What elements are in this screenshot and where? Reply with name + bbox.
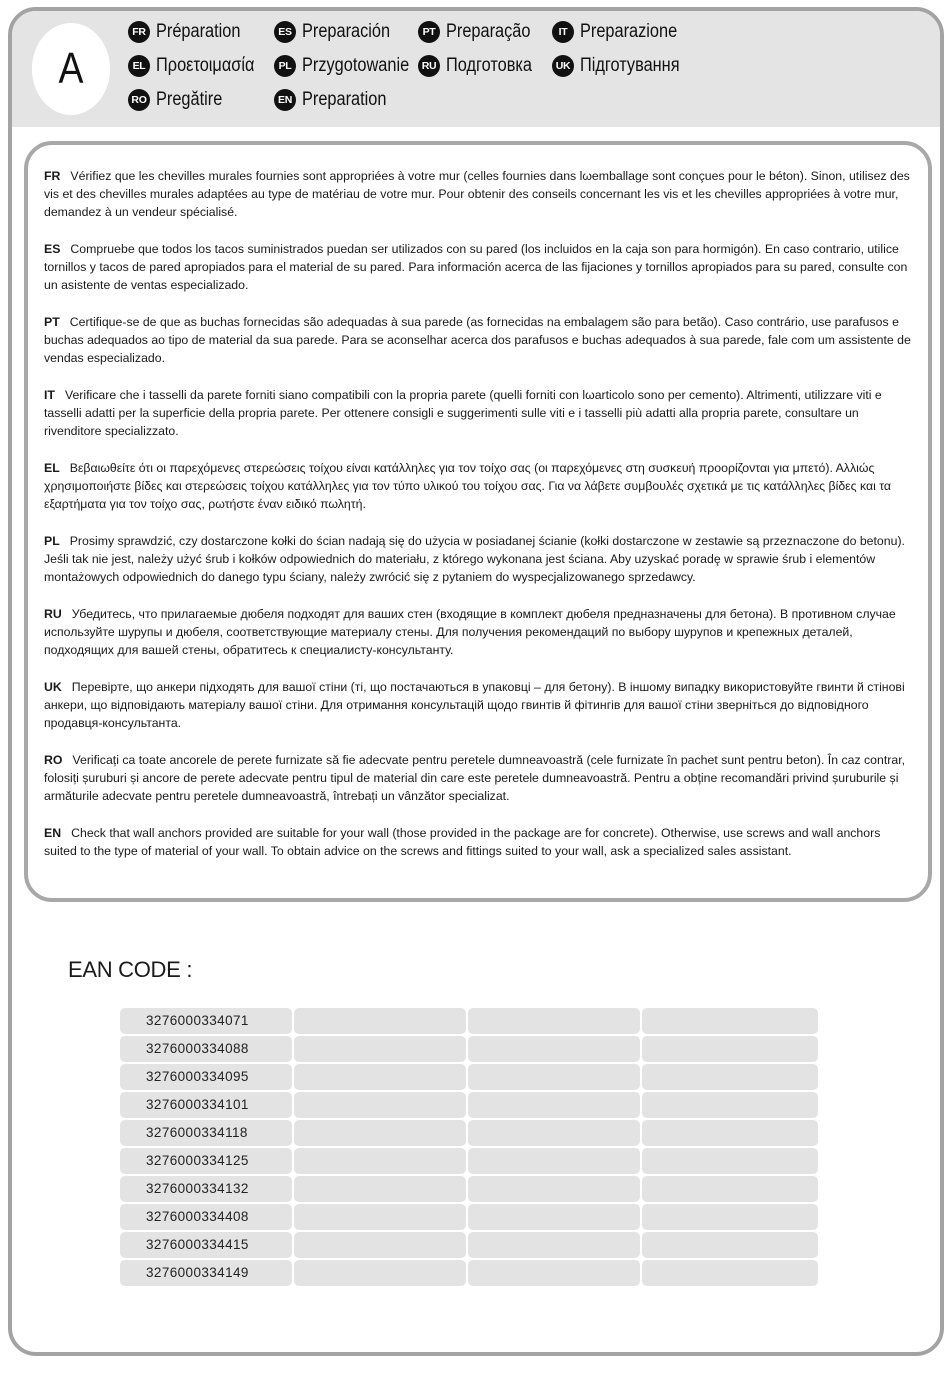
ean-code-cell: [120, 1008, 292, 1034]
ean-code-cell: [120, 1232, 292, 1258]
paragraph-lang-code: UK: [44, 680, 62, 694]
ean-code-value: 3276000334125: [146, 1153, 249, 1168]
paragraph-pt: [44, 313, 916, 367]
empty-cell: [294, 1176, 466, 1202]
empty-cell: [642, 1064, 818, 1090]
paragraph-lang-code: PL: [44, 534, 60, 548]
lang-heading-title: Preparation: [302, 89, 387, 110]
empty-cell: [642, 1148, 818, 1174]
step-letter: A: [32, 23, 110, 115]
page-frame: [8, 7, 944, 1356]
sparkle-icon: ✦: [288, 1112, 299, 1126]
paragraph-ro: [44, 751, 916, 805]
sparkle-icon: ✦: [636, 1084, 647, 1098]
sparkle-icon: ✦: [462, 1168, 473, 1182]
sparkle-icon: ✦: [636, 1028, 647, 1042]
paragraph-es: [44, 240, 916, 294]
sparkle-icon: ✦: [288, 1140, 299, 1154]
paragraph-text: Certifique-se de que as buchas fornecidas são adequadas à sua parede (as fornecidas na embalagem são para betão). Caso contrário, use parafusos e buchas adequados ao tipo de material da sua parede. Para se aconselhar acerca dos parafusos e buchas adequados à sua parede, fale com um assistente de vendas especializado.: [44, 315, 911, 365]
ean-code-value: 3276000334101: [146, 1097, 249, 1112]
empty-cell: [468, 1036, 640, 1062]
paragraph-pl: [44, 532, 916, 586]
paragraph-it: [44, 386, 916, 440]
empty-cell: [468, 1064, 640, 1090]
lang-badge-icon: IT: [552, 21, 574, 43]
ean-code-cell: [120, 1120, 292, 1146]
empty-cell: [294, 1092, 466, 1118]
lang-badge-icon: RU: [418, 55, 440, 77]
empty-cell: [294, 1120, 466, 1146]
sparkle-icon: ✦: [288, 1028, 299, 1042]
lang-heading-ro: [128, 89, 233, 111]
empty-cell: [294, 1204, 466, 1230]
ean-code-cell: [120, 1092, 292, 1118]
lang-heading-title: Підготування: [580, 55, 680, 76]
empty-cell: [468, 1148, 640, 1174]
paragraph-text: Compruebe que todos los tacos suministrados puedan ser utilizados con su pared (los incluidos en la caja son para hormigón). En caso contrario, utilice tornillos y tacos de pared apropiados para el material de su pared. Para información acerca de las fijaciones y tornillos apropiados para su pared, consulte con un asistente de ventas especializado.: [44, 242, 908, 292]
sparkle-icon: ✦: [636, 1196, 647, 1210]
empty-cell: [468, 1092, 640, 1118]
empty-cell: [294, 1260, 466, 1286]
sparkle-icon: ✦: [462, 1028, 473, 1042]
sparkle-icon: ✦: [636, 1112, 647, 1126]
paragraph-text: Check that wall anchors provided are suitable for your wall (those provided in the package are for concrete). Otherwise, use screws and wall anchors suited to the type of material of your wall. To obtain advice on the screws and fittings suited to your wall, ask a specialized sales assistant.: [44, 826, 881, 858]
lang-heading-ru: [418, 55, 546, 77]
empty-cell: [294, 1036, 466, 1062]
sparkle-icon: ✦: [462, 1084, 473, 1098]
instructions-box: [24, 141, 932, 902]
empty-cell: [294, 1148, 466, 1174]
lang-heading-it: [552, 21, 693, 43]
empty-cell: [294, 1232, 466, 1258]
paragraph-text: Verificare che i tasselli da parete forniti siano compatibili con la propria parete (quelli forniti con lωarticolo sono per cemento). Altrimenti, utilizzare viti e tasselli adatti per la superficie della propria parete. Per ottenere consigli e suggerimenti sulle viti e i tasselli più adatti alla propria parete, consultare un rivenditore specializzato.: [44, 388, 882, 438]
ean-code-cell: [120, 1036, 292, 1062]
lang-heading-title: Preparación: [302, 21, 391, 42]
lang-heading-el: [128, 55, 270, 77]
paragraph-lang-code: EL: [44, 461, 60, 475]
sparkle-icon: ✦: [288, 1196, 299, 1210]
ean-code-value: 3276000334118: [146, 1125, 248, 1140]
paragraph-text: Verificați ca toate ancorele de perete furnizate să fie adecvate pentru peretele dumneavoastră (cele furnizate în pachet sunt pentru beton). În caz contrar, folosiți șuruburi și ancore de perete adecvate pentru tipul de material din care este peretele dumneavoastră. Pentru a obține recomandări privind șuruburile și armăturile adecvate pentru peretele dumneavoastră, întrebați un vânzător specializat.: [44, 753, 906, 803]
paragraph-lang-code: RU: [44, 607, 62, 621]
sparkle-icon: ✦: [288, 1252, 299, 1266]
ean-code-cell: [120, 1260, 292, 1286]
lang-badge-icon: PL: [274, 55, 296, 77]
paragraph-text: Перевірте, що анкери підходять для вашої стіни (ті, що постачаються в упаковці – для бетону). В іншому випадку використовуйте гвинти й стінові анкери, що відповідають матеріалу вашої стіни. Для отримання консультацій щодо гвинтів й фітингів для вашої стіни зверніться до відповідного продавця-консультанта.: [44, 680, 905, 730]
sparkle-icon: ✦: [462, 1252, 473, 1266]
sparkle-icon: ✦: [462, 1112, 473, 1126]
sparkle-icon: ✦: [462, 1140, 473, 1154]
paragraph-en: [44, 824, 916, 860]
sparkle-icon: ✦: [288, 1084, 299, 1098]
paragraph-text: Убедитесь, что прилагаемые дюбеля подходят для ваших стен (входящие в комплект дюбеля предназначены для бетона). В противном случае используйте шурупы и дюбеля, соответствующие материалу стены. Для получения рекомендаций по выбору шурупов и крепежных деталей, подходящих для вашей стены, обратитесь к специалисту-консультанту.: [44, 607, 896, 657]
lang-heading-es: [274, 21, 404, 43]
paragraph-lang-code: RO: [44, 753, 63, 767]
sparkle-icon: ✦: [462, 1196, 473, 1210]
ean-code-value: 3276000334095: [146, 1069, 249, 1084]
empty-cell: [468, 1232, 640, 1258]
empty-cell: [642, 1092, 818, 1118]
lang-heading-title: Preparazione: [580, 21, 678, 42]
ean-code-cell: [120, 1204, 292, 1230]
sparkle-icon: ✦: [288, 1168, 299, 1182]
empty-cell: [468, 1204, 640, 1230]
lang-heading-title: Προετοιμασία: [156, 55, 255, 76]
lang-heading-title: Подготовка: [446, 55, 533, 76]
paragraph-uk: [44, 678, 916, 732]
lang-heading-title: Préparation: [156, 21, 241, 42]
empty-cell: [468, 1260, 640, 1286]
ean-code-value: 3276000334149: [146, 1265, 249, 1280]
paragraph-text: Vérifiez que les chevilles murales fournies sont appropriées à votre mur (celles fournies dans lωemballage sont conçues pour le béton). Sinon, utilisez des vis et des chevilles murales adaptées au type de matériau de votre mur. Pour obtenir des conseils concernant les vis et les chevilles appropriées à votre mur, demandez à un vendeur spécialisé.: [44, 169, 910, 219]
ean-code-value: 3276000334132: [146, 1181, 249, 1196]
lang-badge-icon: EL: [128, 55, 150, 77]
lang-badge-icon: FR: [128, 21, 150, 43]
paragraph-fr: [44, 167, 916, 221]
empty-cell: [642, 1120, 818, 1146]
ean-code-value: 3276000334088: [146, 1041, 249, 1056]
lang-heading-fr: [128, 21, 254, 43]
paragraph-el: [44, 459, 916, 513]
empty-cell: [468, 1008, 640, 1034]
sparkle-icon: ✦: [636, 1140, 647, 1154]
sparkle-icon: ✦: [636, 1168, 647, 1182]
paragraph-lang-code: ES: [44, 242, 61, 256]
ean-code-title: EAN CODE :: [68, 957, 193, 982]
sparkle-icon: ✦: [636, 1224, 647, 1238]
lang-badge-icon: ES: [274, 21, 296, 43]
empty-cell: [468, 1176, 640, 1202]
empty-cell: [642, 1204, 818, 1230]
ean-code-value: 3276000334408: [146, 1209, 249, 1224]
lang-heading-title: Preparação: [446, 21, 531, 42]
empty-cell: [294, 1008, 466, 1034]
sparkle-icon: ✦: [636, 1056, 647, 1070]
sparkle-icon: ✦: [288, 1056, 299, 1070]
ean-code-value: 3276000334071: [146, 1013, 249, 1028]
ean-code-cell: [120, 1176, 292, 1202]
lang-heading-uk: [552, 55, 696, 77]
lang-badge-icon: EN: [274, 89, 296, 111]
empty-cell: [642, 1260, 818, 1286]
ean-code-cell: [120, 1148, 292, 1174]
lang-heading-en: [274, 89, 400, 111]
lang-badge-icon: UK: [552, 55, 574, 77]
sparkle-icon: ✦: [288, 1224, 299, 1238]
empty-cell: [642, 1008, 818, 1034]
lang-heading-title: Przygotowanie: [302, 55, 410, 76]
ean-code-table: [120, 1008, 818, 1288]
sparkle-icon: ✦: [636, 1252, 647, 1266]
lang-badge-icon: RO: [128, 89, 150, 111]
paragraph-lang-code: PT: [44, 315, 60, 329]
paragraph-text: Prosimy sprawdzić, czy dostarczone kołki do ścian nadają się do użycia w posiadanej ścianie (kołki dostarczone w zestawie są przeznaczone do betonu). Jeśli tak nie jest, należy użyć śrub i kołków odpowiednich do materiału, z którego wykonana jest ściana. Aby uzyskać poradę w sprawie śrub i elementów montażowych odpowiednich do danego typu ściany, należy zwrócić się z pytaniem do wyspecjalizowanego sprzedawcy.: [44, 534, 905, 584]
lang-heading-pl: [274, 55, 427, 77]
header-band: [12, 11, 940, 127]
paragraph-ru: [44, 605, 916, 659]
lang-badge-icon: PT: [418, 21, 440, 43]
empty-cell: [468, 1120, 640, 1146]
paragraph-text: Βεβαιωθείτε ότι οι παρεχόμενες στερεώσεις τοίχου είναι κατάλληλες για τον τοίχο σας (οι παρεχόμενες στη συσκευή προορίζονται για μπετό). Αλλιώς χρησιμοποιήστε βίδες και στερεώσεις τοίχου κατάλληλες για τον τύπο υλικού του τοίχου σας. Για να λάβετε συμβουλές σχετικά με τις κατάλληλες βίδες και τα εξαρτήματα για τον τοίχο σας, ρωτήστε έναν ειδικό πωλητή.: [44, 461, 892, 511]
ean-code-value: 3276000334415: [146, 1237, 249, 1252]
empty-cell: [642, 1176, 818, 1202]
paragraph-lang-code: FR: [44, 169, 61, 183]
empty-cell: [294, 1064, 466, 1090]
sparkle-icon: ✦: [462, 1224, 473, 1238]
empty-cell: [642, 1232, 818, 1258]
empty-cell: [642, 1036, 818, 1062]
lang-heading-pt: [418, 21, 544, 43]
sparkle-icon: ✦: [462, 1056, 473, 1070]
lang-heading-title: Pregătire: [156, 89, 223, 110]
paragraph-lang-code: EN: [44, 826, 62, 840]
ean-code-cell: [120, 1064, 292, 1090]
paragraph-lang-code: IT: [44, 388, 55, 402]
